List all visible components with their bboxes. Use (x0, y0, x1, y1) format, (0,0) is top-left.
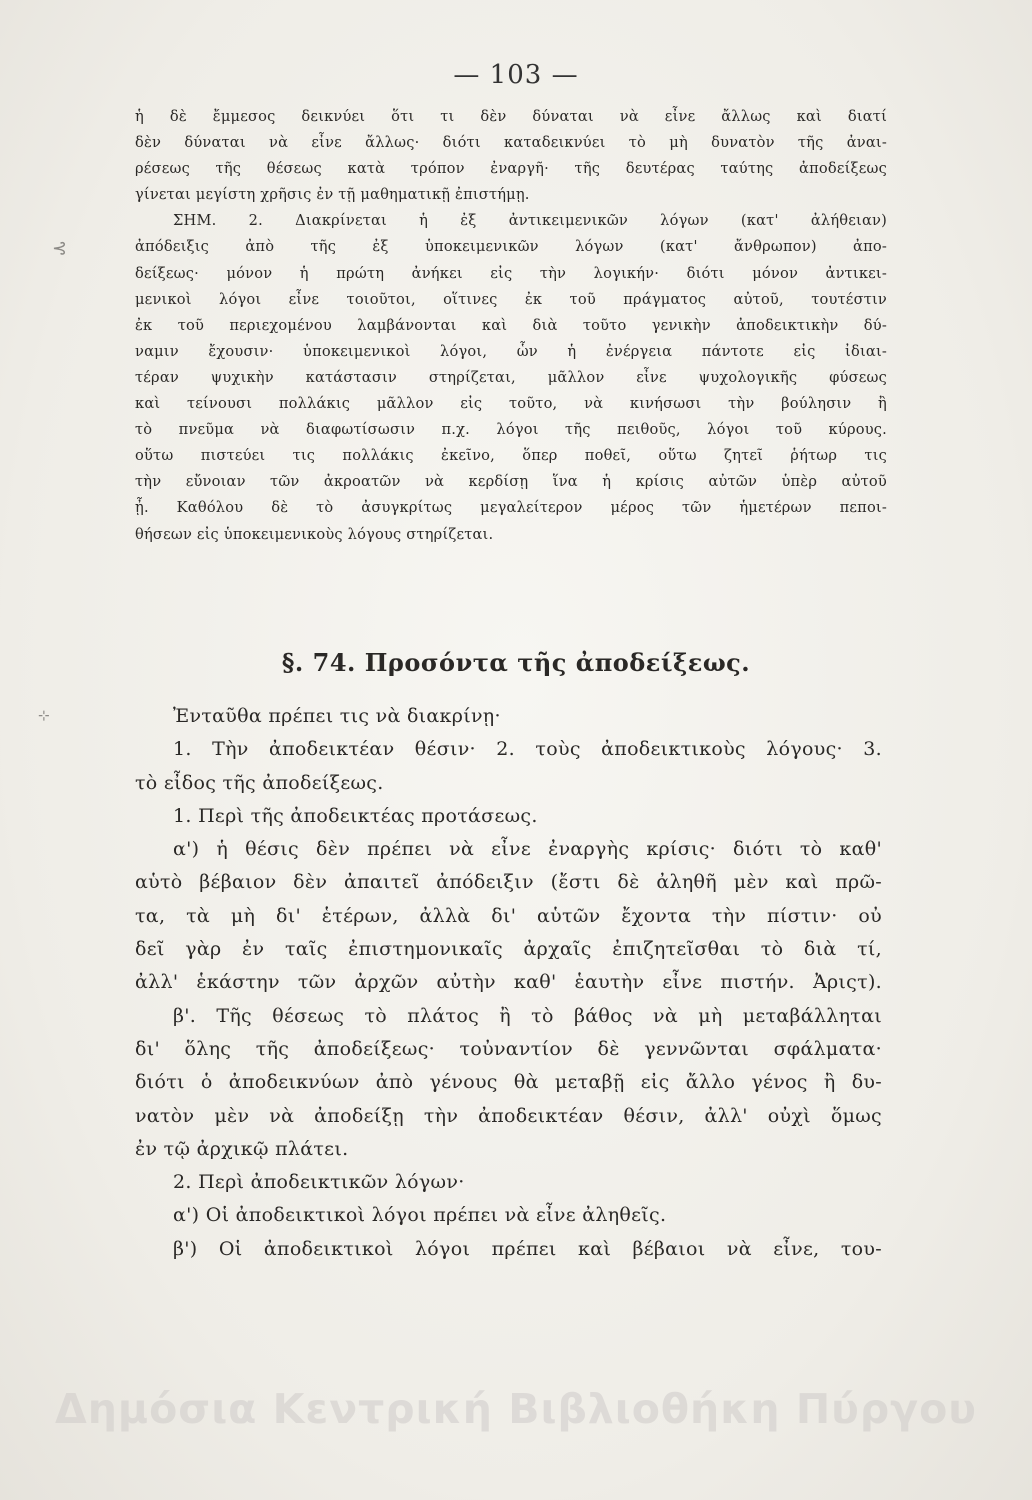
text-line: ἐν τῷ ἀρχικῷ πλάτει. (135, 1137, 349, 1160)
text-line: β'. Τῆς θέσεως τὸ πλάτος ἢ τὸ βάθος νὰ μὴ μεταβάλληται (173, 1004, 882, 1027)
text-line: β') Οἱ ἀποδεικτικοὶ λόγοι πρέπει καὶ βέβαιοι νὰ εἶνε, του- (173, 1237, 882, 1260)
text-line: ἀπόδειξις ἀπὸ τῆς ἐξ ὑποκειμενικῶν λόγων (κατ' ἄνθρωπον) ἀπο- (135, 238, 887, 256)
section-heading: §. 74. Προσόντα τῆς ἀποδείξεως. (281, 648, 751, 677)
text-line: δείξεως· μόνον ἡ πρώτη ἀνήκει εἰς τὴν λογικήν· διότι μόνον ἀντικει- (135, 264, 887, 282)
text-line: ἐκ τοῦ περιεχομένου λαμβάνονται καὶ διὰ τοῦτο γενικὴν ἀποδεικτικὴν δύ- (135, 316, 887, 334)
text-line: α') Οἱ ἀποδεικτικοὶ λόγοι πρέπει νὰ εἶνε ἀληθεῖς. (173, 1204, 667, 1227)
text-line: θήσεων εἰς ὑποκειμενικοὺς λόγους στηρίζεται. (135, 525, 494, 543)
page-number: — 103 — (453, 60, 579, 90)
text-line: τέραν ψυχικὴν κατάστασιν στηρίζεται, μᾶλλον εἶνε ψυχολογικῆς φύσεως (135, 368, 887, 386)
text-line: τὸ εἶδος τῆς ἀποδείξεως. (135, 771, 384, 794)
text-line: 2. Περὶ ἀποδεικτικῶν λόγων· (173, 1171, 465, 1194)
text-line: ἡ δὲ ἔμμεσος δεικνύει ὅτι τι δὲν δύναται νὰ εἶνε ἄλλως καὶ διατί (135, 108, 887, 125)
text-line: ναμιν ἔχουσιν· ὑποκειμενικοὶ λόγοι, ὧν ἡ ἐνέργεια πάντοτε εἰς ἰδιαι- (135, 342, 887, 360)
text-line: οὕτω πιστεύει τις πολλάκις ἐκεῖνο, ὅπερ ποθεῖ, οὕτω ζητεῖ ῥήτωρ τις (135, 447, 887, 465)
text-line: μενικοὶ λόγοι εἶνε τοιοῦτοι, οἵτινες ἐκ τοῦ πράγματος αὐτοῦ, τουτέστιν (135, 290, 887, 308)
text-line: 1. Περὶ τῆς ἀποδεικτέας προτάσεως. (173, 804, 538, 827)
text-line: ΣΗΜ. 2. Διακρίνεται ἡ ἐξ ἀντικειμενικῶν λόγων (κατ' ἀλήθειαν) (173, 212, 887, 230)
margin-mark-icon: ⊰ (52, 238, 68, 259)
text-line: ρέσεως τῆς θέσεως κατὰ τρόπον ἐναργῆ· τῆς δευτέρας ταύτης ἀποδείξεως (135, 160, 887, 178)
text-line: διότι ὁ ἀποδεικνύων ἀπὸ γένους θὰ μεταβῇ εἰς ἄλλο γένος ἢ δυ- (135, 1071, 882, 1094)
text-line: ᾖ. Καθόλου δὲ τὸ ἀσυγκρίτως μεγαλείτερον μέρος τῶν ἡμετέρων πεποι- (135, 499, 887, 517)
paragraph-note-section (135, 104, 887, 548)
text-line: αὑτὸ βέβαιον δὲν ἀπαιτεῖ ἀπόδειξιν (ἔστι δὲ ἀληθῆ μὲν καὶ πρῶ- (135, 871, 882, 894)
text-line: τὸ πνεῦμα νὰ διαφωτίσωσιν π.χ. λόγοι τῆς πειθοῦς, λόγοι τοῦ κύρους. (135, 421, 887, 439)
text-line: τὴν εὔνοιαν τῶν ἀκροατῶν νὰ κερδίσῃ ἵνα ἡ κρίσις αὐτῶν ὑπὲρ αὐτοῦ (135, 473, 887, 491)
text-line: ἀλλ' ἑκάστην τῶν ἀρχῶν αὐτὴν καθ' ἑαυτὴν εἶνε πιστήν. Ἀριςτ). (135, 971, 882, 994)
text-line: γίνεται μεγίστη χρῆσις ἐν τῇ μαθηματικῇ ἐπιστήμῃ. (135, 186, 530, 204)
text-line: δὲν δύναται νὰ εἶνε ἄλλως· διότι καταδεικνύει τὸ μὴ δυνατὸν τῆς ἀναι- (135, 134, 887, 152)
library-watermark: Δημόσια Κεντρική Βιβλιοθήκη Πύργου (55, 1385, 977, 1433)
text-line: α') ἡ θέσις δὲν πρέπει νὰ εἶνε ἐναργὴς κρίσις· διότι τὸ καθ' (173, 838, 882, 861)
text-line: δι' ὅλης τῆς ἀποδείξεως· τοὐναντίον δὲ γεννῶνται σφάλματα· (135, 1037, 882, 1060)
margin-mark-icon: ⊹ (38, 708, 50, 724)
text-line: δεῖ γὰρ ἐν ταῖς ἐπιστημονικαῖς ἀρχαῖς ἐπιζητεῖσθαι τὸ διὰ τί, (135, 938, 882, 961)
text-line: 1. Τὴν ἀποδεικτέαν θέσιν· 2. τοὺς ἀποδεικτικοὺς λόγους· 3. (173, 738, 882, 761)
text-line: καὶ τείνουσι πολλάκις μᾶλλον εἰς τοῦτο, νὰ κινήσωσι τὴν βούλησιν ἢ (135, 395, 887, 413)
paragraph-section-74 (135, 700, 882, 1266)
text-line: τα, τὰ μὴ δι' ἑτέρων, ἀλλὰ δι' αὑτῶν ἔχοντα τὴν πίστιν· οὐ (135, 904, 882, 927)
text-line: νατὸν μὲν νὰ ἀποδείξῃ τὴν ἀποδεικτέαν θέσιν, ἀλλ' οὐχὶ ὅμως (135, 1104, 882, 1127)
text-line: Ἐνταῦθα πρέπει τις νὰ διακρίνῃ· (173, 705, 501, 727)
